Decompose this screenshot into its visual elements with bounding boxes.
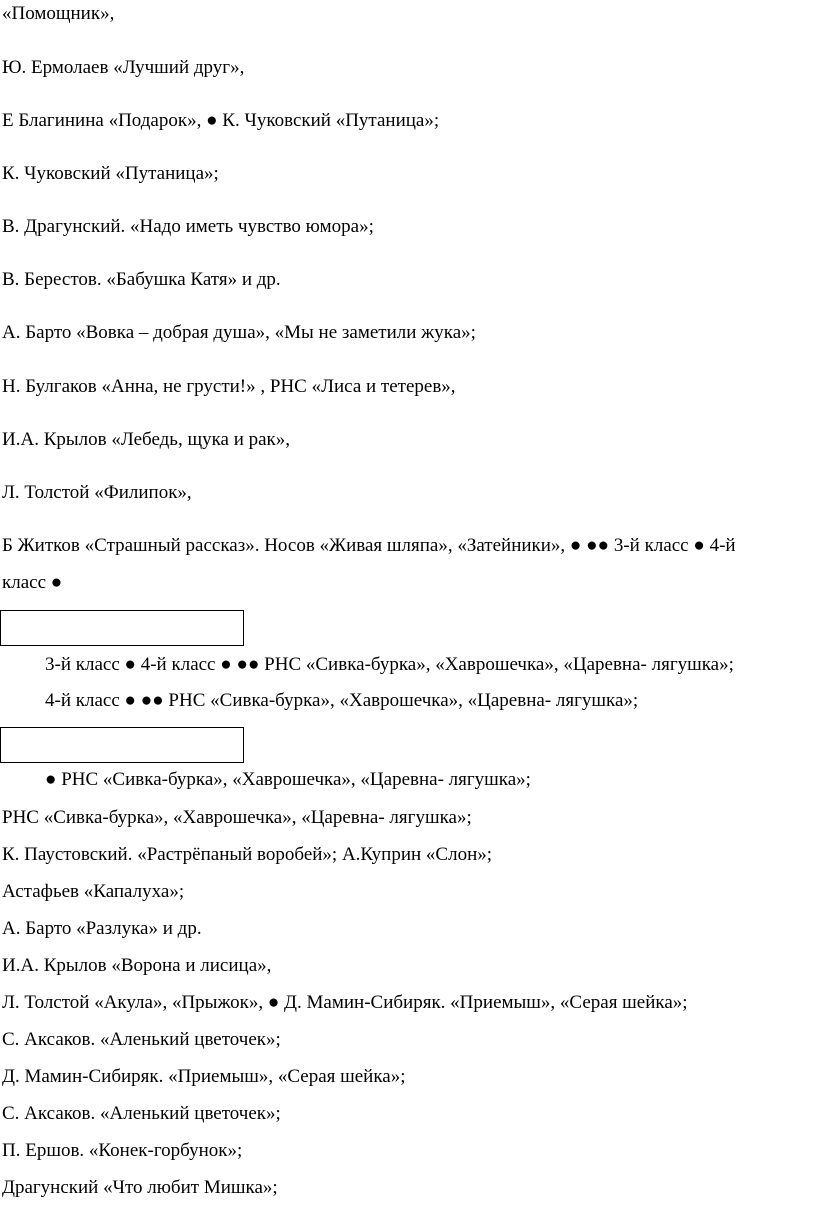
text-line-3: Е Благинина «Подарок», ● К. Чуковский «Путаница»; [2,110,440,131]
text-line-6: В. Берестов. «Бабушка Катя» и др. [2,269,281,290]
text-line-5: В. Драгунский. «Надо иметь чувство юмора»; [2,216,374,237]
text-line-19: А. Барто «Разлука» и др. [2,918,202,939]
text-line-18: Астафьев «Капалуха»; [2,881,185,902]
text-line-24: С. Аксаков. «Аленький цветочек»; [2,1103,281,1124]
text-line-14: 4-й класс ● ●● РНС «Сивка-бурка», «Хаврошечка», «Царевна- лягушка»; [45,690,639,711]
text-line-22: С. Аксаков. «Аленький цветочек»; [2,1029,281,1050]
text-line-21: Л. Толстой «Акула», «Прыжок», ● Д. Мамин-Сибиряк. «Приемыш», «Серая шейка»; [2,992,688,1013]
text-line-15: ● РНС «Сивка-бурка», «Хаврошечка», «Царевна- лягушка»; [45,769,531,790]
text-line-11: Б Житков «Страшный рассказ». Носов «Живая шляпа», «Затейники», ● ●● 3-й класс ● 4-й [2,535,736,556]
text-line-23: Д. Мамин-Сибиряк. «Приемыш», «Серая шейка»; [2,1066,406,1087]
empty-box-2 [0,727,244,763]
text-line-7: А. Барто «Вовка – добрая душа», «Мы не заметили жука»; [2,322,476,343]
text-line-26: Драгунский «Что любит Мишка»; [2,1177,278,1198]
text-line-25: П. Ершов. «Конек-горбунок»; [2,1140,243,1161]
text-line-10: Л. Толстой «Филипок», [2,482,192,503]
text-line-8: Н. Булгаков «Анна, не грусти!» , РНС «Лиса и тетерев», [2,376,456,397]
text-line-9: И.А. Крылов «Лебедь, щука и рак», [2,429,291,450]
text-line-16: РНС «Сивка-бурка», «Хаврошечка», «Царевна- лягушка»; [2,807,472,828]
text-line-1: «Помощник», [2,3,115,24]
text-line-2: Ю. Ермолаев «Лучший друг», [2,57,245,78]
text-line-12: класс ● [2,572,63,593]
text-line-13: 3-й класс ● 4-й класс ● ●● РНС «Сивка-бурка», «Хаврошечка», «Царевна- лягушка»; [45,654,734,675]
text-line-17: К. Паустовский. «Растрёпаный воробей»; А.Куприн «Слон»; [2,844,493,865]
text-line-4: К. Чуковский «Путаница»; [2,163,219,184]
text-line-20: И.А. Крылов «Ворона и лисица», [2,955,272,976]
empty-box-1 [0,610,244,646]
